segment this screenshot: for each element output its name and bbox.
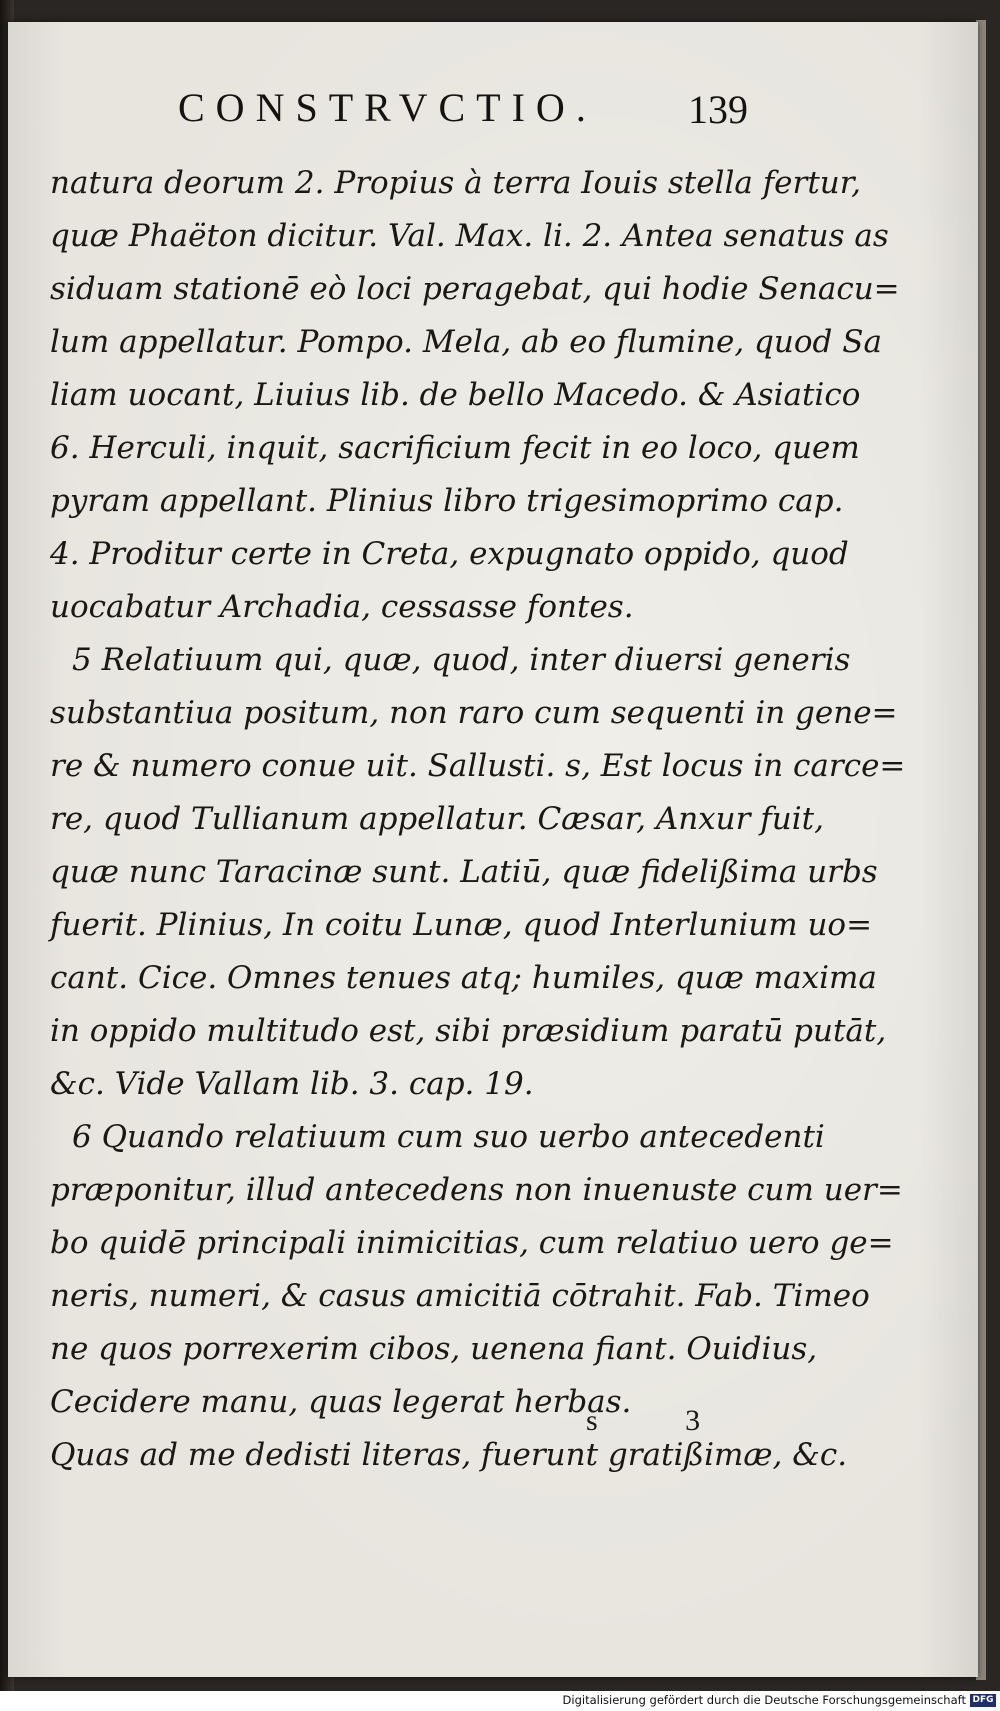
text-line: Quas ad me dedisti literas, fuerunt gratißimæ, &c.	[50, 1437, 848, 1473]
text-line: neris, numeri, & casus amicitiā cōtrahit. Fab. Timeo	[50, 1278, 870, 1314]
signature-mark: s 3	[586, 1404, 741, 1437]
text-line: liam uocant, Liuius lib. de bello Macedo. & Asiatico	[50, 377, 861, 413]
text-line: bo quidē principali inimicitias, cum relatiuo uero ge=	[50, 1225, 894, 1261]
text-line: 6. Herculi, inquit, sacrificium fecit in eo loco, quem	[50, 430, 860, 466]
text-line: siduam stationē eò loci peragebat, qui hodie Senacu=	[50, 271, 900, 307]
text-line: re & numero conue uit. Sallusti. s, Est locus in carce=	[50, 748, 906, 784]
page-header	[168, 84, 748, 144]
text-line: &c. Vide Vallam lib. 3. cap. 19.	[50, 1066, 534, 1102]
text-line: 4. Proditur certe in Creta, expugnato oppido, quod	[50, 536, 849, 572]
paragraph-start-line: 6 Quando relatiuum cum suo uerbo antecedenti	[72, 1119, 825, 1155]
text-line: Cecidere manu, quas legerat herbas.	[50, 1384, 632, 1420]
page-number: 139	[688, 87, 748, 132]
text-line: substantiua positum, non raro cum sequenti in gene=	[50, 695, 898, 731]
text-line: quæ nunc Taracinæ sunt. Latiū, quæ fidelißima urbs	[50, 854, 878, 890]
text-line: ne quos porrexerim cibos, uenena fiant. Ouidius,	[50, 1331, 818, 1367]
text-line: quæ Phaëton dicitur. Val. Max. li. 2. Antea senatus as	[50, 218, 889, 254]
text-line: pyram appellant. Plinius libro trigesimoprimo cap.	[50, 483, 844, 519]
paragraph-start-line: 5 Relatiuum qui, quæ, quod, inter diuersi generis	[72, 642, 851, 678]
text-line: cant. Cice. Omnes tenues atq; humiles, quæ maxima	[50, 960, 877, 996]
book-page	[8, 22, 978, 1677]
footer-bar	[0, 1691, 1000, 1711]
text-line: præponitur, illud antecedens non inuenuste cum uer=	[50, 1172, 903, 1208]
text-line: re, quod Tullianum appellatur. Cæsar, Anxur fuit,	[50, 801, 824, 837]
text-line: natura deorum 2. Propius à terra Iouis stella fertur,	[50, 165, 862, 201]
dfg-logo: DFG	[970, 1694, 996, 1707]
text-line: lum appellatur. Pompo. Mela, ab eo flumine, quod Sa	[50, 324, 882, 360]
body-text	[50, 157, 906, 1482]
running-head: CONSTRVCTIO.	[178, 85, 597, 130]
text-line: fuerit. Plinius, In coitu Lunæ, quod Interlunium uo=	[50, 907, 873, 943]
text-line: in oppido multitudo est, sibi præsidium paratū putāt,	[50, 1013, 887, 1049]
text-line: uocabatur Archadia, cessasse fontes.	[50, 589, 634, 625]
funding-credit: Digitalisierung gefördert durch die Deutsche Forschungsgemeinschaft	[562, 1693, 966, 1707]
